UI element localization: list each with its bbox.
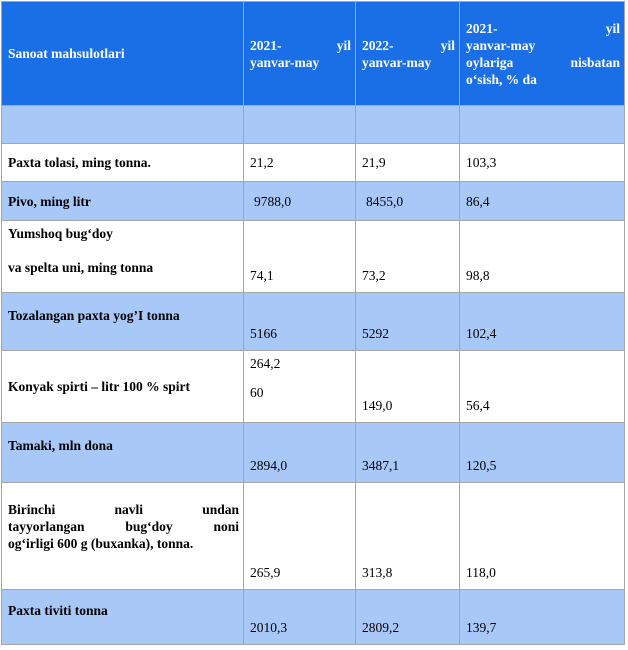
row-growth: 56,4 [460, 351, 625, 423]
row-growth: 139,7 [460, 590, 625, 645]
table-row [2, 144, 625, 182]
row-name: Paxta tiviti tonna [2, 590, 244, 645]
header-growth-line1: 2021- yil [466, 20, 620, 36]
row-name: Pivo, ming litr [2, 182, 244, 221]
row-value-2022: 313,8 [356, 483, 460, 590]
row-name: Tozalangan paxta yog’I tonna [2, 293, 244, 351]
table-row [2, 182, 625, 221]
header-2021-line1: 2021- yil [250, 37, 351, 53]
row-growth: 118,0 [460, 483, 625, 590]
spacer-row [2, 106, 625, 144]
spacer-cell [356, 106, 460, 144]
header-2022 [356, 2, 460, 106]
row-name-line3: og‘irligi 600 g (buxanka), tonna. [8, 536, 194, 551]
row-name: Tamaki, mln dona [2, 423, 244, 483]
row-value-2022: 3487,1 [356, 423, 460, 483]
row-name-line1: Yumshoq bug‘doy [8, 226, 113, 241]
header-growth-line2: yanvar-may [466, 37, 536, 53]
row-growth: 86,4 [460, 182, 625, 221]
header-products [2, 2, 244, 106]
row-value-2022: 5292 [356, 293, 460, 351]
header-products-label: Sanoat mahsulotlari [8, 46, 125, 61]
row-growth: 98,8 [460, 221, 625, 293]
header-2021-line2: yanvar-may [250, 54, 320, 70]
table-row [2, 590, 625, 645]
spacer-cell [244, 106, 356, 144]
row-value-2022: 149,0 [356, 351, 460, 423]
table-row [2, 423, 625, 483]
row-value-2021: 5166 [244, 293, 356, 351]
row-value-2021: 265,9 [244, 483, 356, 590]
row-value-2021: 2894,0 [244, 423, 356, 483]
row-value-2021: 74,1 [244, 221, 356, 293]
table-row [2, 483, 625, 590]
row-growth: 102,4 [460, 293, 625, 351]
table-row [2, 221, 625, 293]
header-growth [460, 2, 625, 106]
row-name [2, 221, 244, 293]
row-value-2022: 73,2 [356, 221, 460, 293]
row-name [2, 483, 244, 590]
row-value-2022: 21,9 [356, 144, 460, 182]
spacer-cell [460, 106, 625, 144]
row-growth: 103,3 [460, 144, 625, 182]
row-value-2021-line1: 264,2 [250, 356, 281, 371]
row-value-2021: 21,2 [244, 144, 356, 182]
row-name: Paxta tolasi, ming tonna. [2, 144, 244, 182]
row-name-line2: va spelta uni, ming tonna [8, 260, 154, 275]
row-value-2022: 8455,0 [356, 182, 460, 221]
row-value-2021-line2: 60 [250, 385, 264, 400]
header-growth-line3: oylariga nisbatan [466, 54, 620, 70]
row-name: Konyak spirti – litr 100 % spirt [2, 351, 244, 423]
row-value-2021: 9788,0 [244, 182, 356, 221]
production-table [1, 1, 625, 645]
row-name-line1: Birinchi navli undan [8, 502, 239, 517]
header-2021 [244, 2, 356, 106]
spacer-cell [2, 106, 244, 144]
header-2022-line1: 2022- yil [362, 37, 455, 53]
row-value-2021: 2010,3 [244, 590, 356, 645]
header-growth-line4: o‘sish, % da [466, 71, 537, 87]
row-name-line2: tayyorlangan bug‘doy noni [8, 519, 239, 534]
row-value-2021 [244, 351, 356, 423]
table-row [2, 293, 625, 351]
table-row [2, 351, 625, 423]
row-growth: 120,5 [460, 423, 625, 483]
header-row [2, 2, 625, 106]
row-value-2022: 2809,2 [356, 590, 460, 645]
header-2022-line2: yanvar-may [362, 54, 432, 70]
